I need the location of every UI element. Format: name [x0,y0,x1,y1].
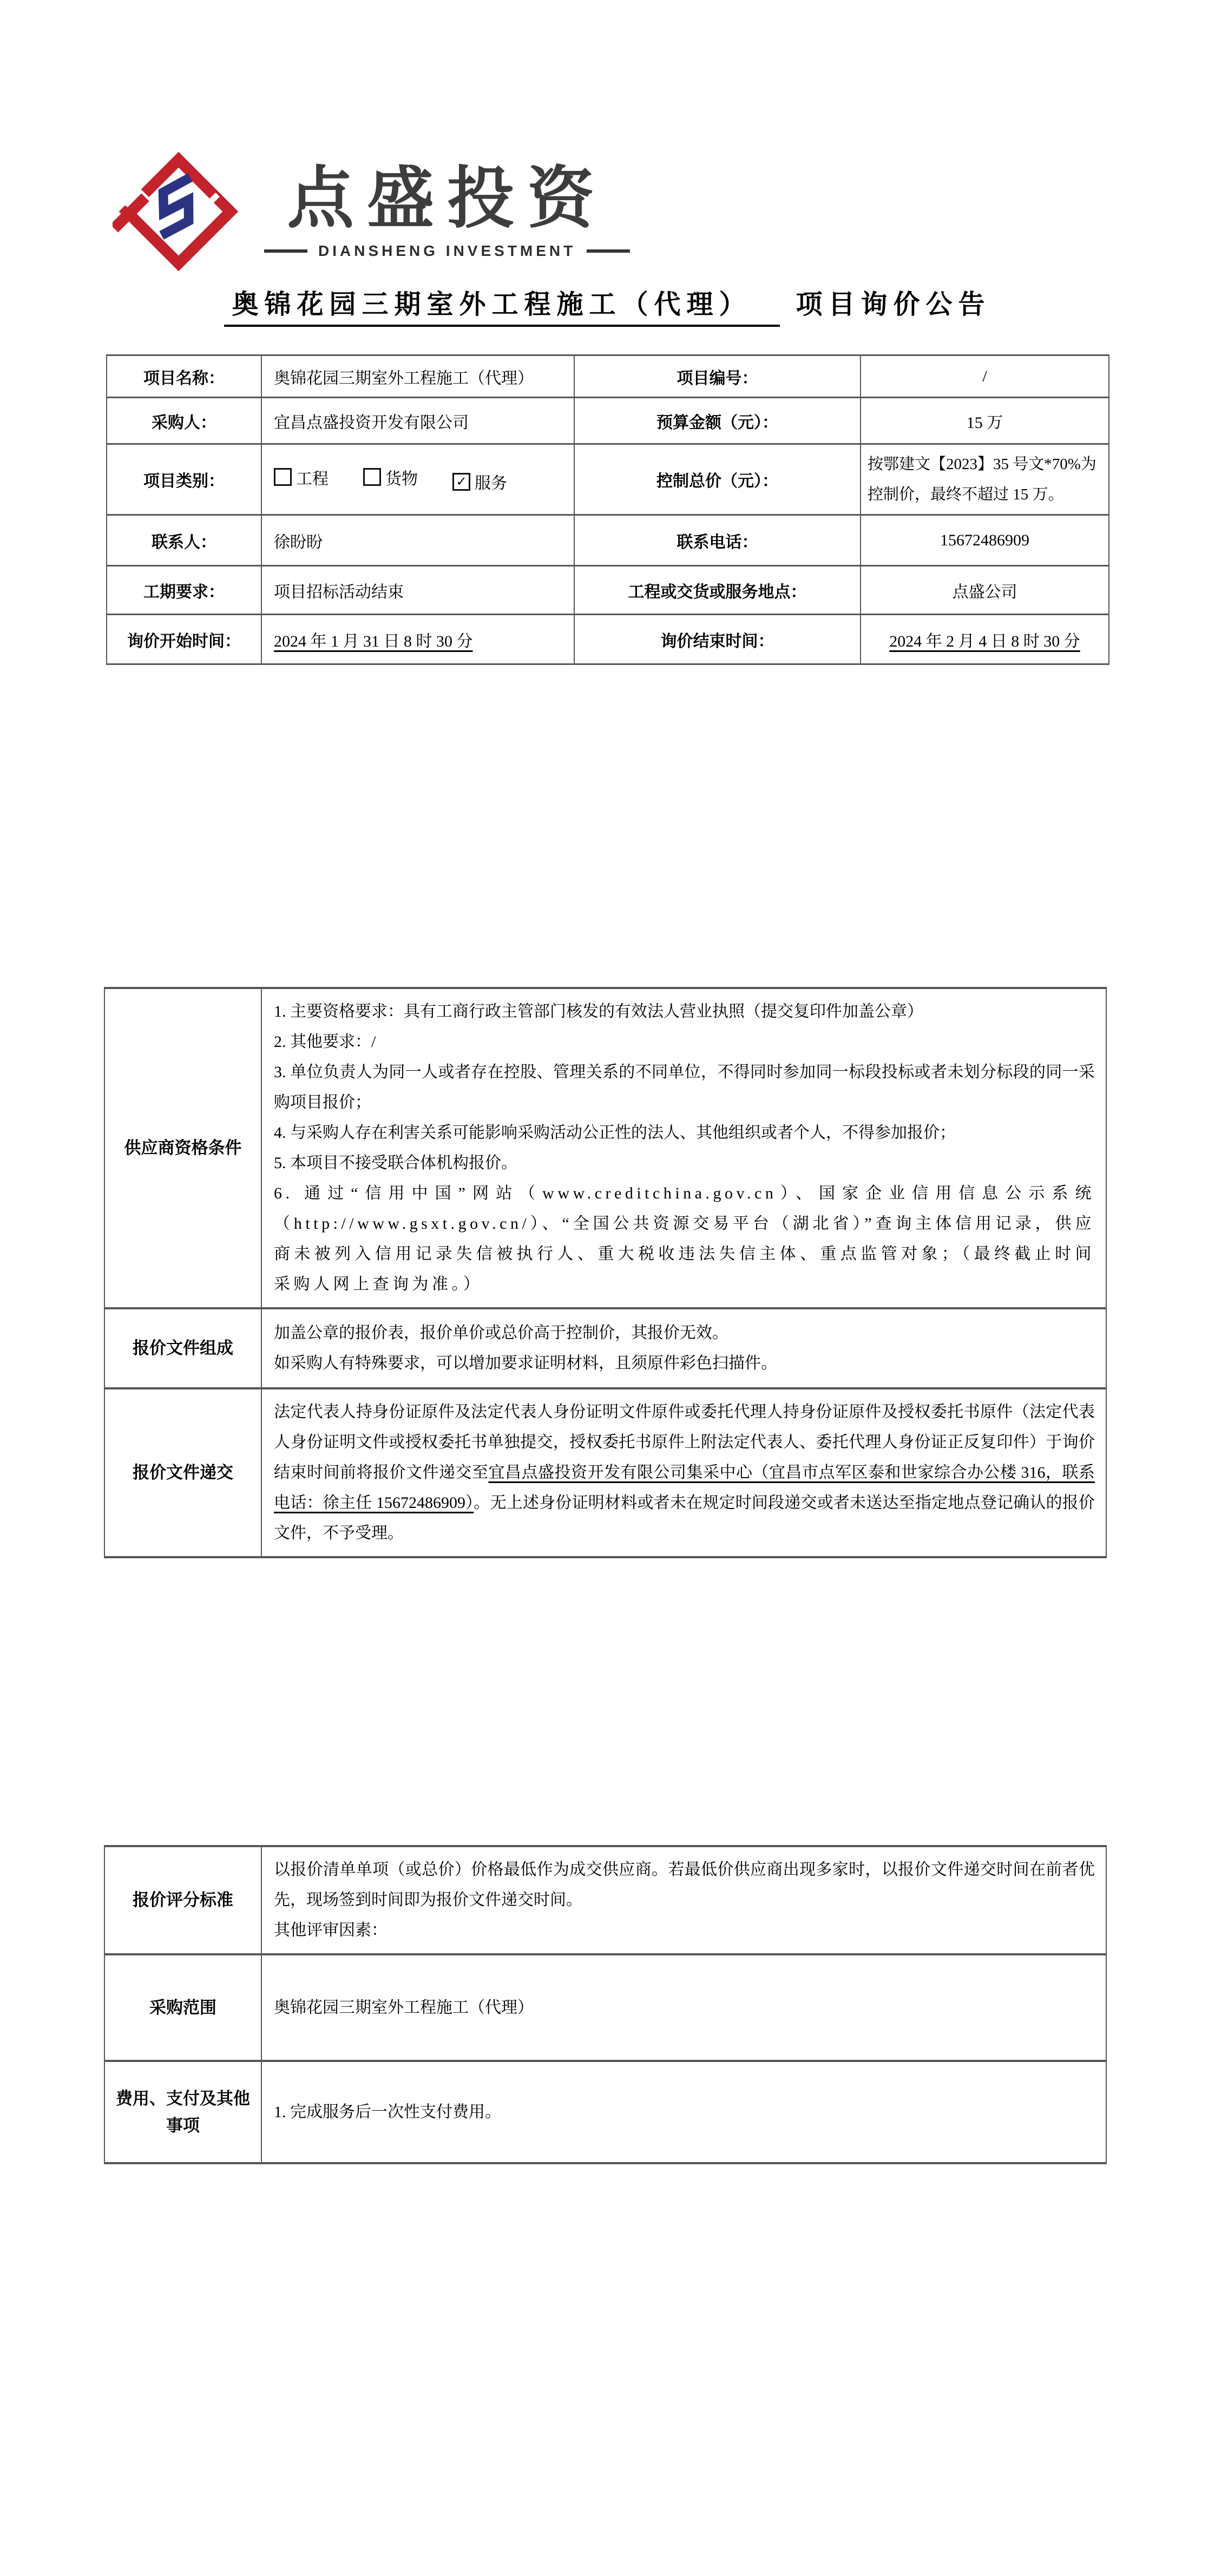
inquiry-end-value: 2024 年 2 月 4 日 8 时 30 分 [861,615,1109,664]
table-row [107,444,1109,515]
table-row [107,515,1109,566]
location-value: 点盛公司 [861,566,1109,615]
scope-line: 奥锦花园三期室外工程施工（代理） [274,1998,534,2017]
project-category-label: 项目类别： [107,444,261,515]
project-name-value: 奥锦花园三期室外工程施工（代理） [261,355,574,398]
control-price-label: 控制总价（元）： [574,444,861,515]
project-number-label: 项目编号： [574,355,861,398]
project-name-label: 项目名称： [107,355,261,398]
composition-line: 如采购人有特殊要求，可以增加要求证明材料，且须原件彩色扫描件。 [274,1354,777,1372]
inquiry-start-value: 2024 年 1 月 31 日 8 时 30 分 [261,615,574,664]
contact-phone-label: 联系电话： [574,515,861,566]
procurement-scope-header: 采购范围 [104,1954,261,2061]
schedule-label: 工期要求： [107,566,261,615]
quote-composition-header: 报价文件组成 [104,1308,261,1388]
table-row [104,1846,1106,1954]
page-title-underlined: 奥锦花园三期室外工程施工（代理） [224,289,779,327]
checkbox-icon[interactable] [363,468,381,486]
supplier-qualification-header: 供应商资格条件 [104,988,261,1308]
qualification-item: 1. 主要资格要求：具有工商行政主管部门核发的有效法人营业执照（提交复印件加盖公章） [274,1003,923,1020]
contact-phone-value: 15672486909 [861,515,1109,566]
table-row [107,615,1109,664]
checkbox-label: 工程 [296,470,329,488]
purchaser-label: 采购人： [107,398,261,444]
checkbox-icon[interactable] [274,468,292,486]
inquiry-end-label: 询价结束时间： [574,615,861,664]
qualification-item: 3. 单位负责人为同一人或者存在控股、管理关系的不同单位，不得同时参加同一标段投标或者未划分标段的同一采购项目报价； [274,1063,1095,1111]
contact-person-value: 徐盼盼 [261,515,574,566]
budget-value: 15 万 [861,398,1109,444]
supplier-qualification-content [261,988,1106,1308]
qualification-item: 6. 通过“信用中国”网站（www.creditchina.gov.cn）、国家企业信用信息公示系统（http://www.gsxt.gov.cn/）、“全国公共资源交易平台（湖北省）”查询主体信用记录，供应商未被列入信用记录失信被执行人、重大税收违法失信主体、重点监管对象；（最终截止时间采购人网上查询为准。） [274,1184,1095,1293]
table-row [107,566,1109,615]
checkbox-project-works[interactable] [274,465,329,489]
control-price-value: 按鄂建文【2023】35 号文*70%为控制价，最终不超过 15 万。 [861,444,1109,515]
checkbox-services[interactable] [452,470,507,493]
project-category-value [261,444,574,515]
company-logo [113,147,630,276]
contact-person-label: 联系人： [107,515,261,566]
table-row [104,1954,1106,2061]
table-row [104,1308,1106,1388]
dash-left-icon [264,249,307,253]
fees-line: 1. 完成服务后一次性支付费用。 [274,2103,501,2121]
delivery-text-1: 法定代表人持身份证原件及法定代表人身份证明文件原件或委托代理人持身份证原件及授权委托书原件（法定代表人身份证明文件或授权委托书单独提交，授权委托书原件上附法定代表人、委托代理人身份证正反复印件）于询价结束时间前将报价文件递交至 [274,1403,1095,1481]
table-row [104,2061,1106,2163]
brand-name-en: DIANSHENG INVESTMENT [318,242,576,260]
inquiry-start-label: 询价开始时间： [107,615,261,664]
fees-payment-content [261,2061,1106,2163]
qualification-item: 2. 其他要求：/ [274,1033,376,1051]
checkbox-label: 服务 [475,475,507,493]
procurement-scope-content [261,1954,1106,2061]
qualification-table [104,987,1107,1558]
location-label: 工程或交货或服务地点： [574,566,861,615]
checkbox-goods[interactable] [363,465,418,489]
table-row [107,398,1109,444]
quote-composition-content [261,1308,1106,1388]
table-row [104,1388,1106,1557]
delivery-text-2: 。无上述身份证明材料或者未在规定时间段递交或者未送达至指定地点登记确认的报价文件，不予受理。 [274,1494,1095,1542]
checkbox-label: 货物 [385,470,418,488]
budget-label: 预算金额（元）： [574,398,861,444]
scoring-standard-header: 报价评分标准 [104,1846,261,1954]
diamond-s-logo-icon [113,147,241,276]
logo-text-block [264,163,630,260]
project-number-value: / [861,355,1109,398]
composition-line: 加盖公章的报价表，报价单价或总价高于控制价，其报价无效。 [274,1324,728,1342]
quote-delivery-content [261,1388,1106,1557]
evaluation-table [104,1845,1107,2164]
delivery-paragraph [274,1397,1095,1549]
scoring-standard-content [261,1846,1106,1954]
table-row [104,988,1106,1308]
project-info-table [106,354,1109,665]
schedule-value: 项目招标活动结束 [261,566,574,615]
quote-delivery-header: 报价文件递交 [104,1388,261,1557]
scoring-line: 其他评审因素： [274,1921,388,1939]
table-row [107,355,1109,398]
brand-name-en-row [264,242,630,260]
brand-name-cn: 点盛投资 [287,161,608,236]
qualification-item: 5. 本项目不接受联合体机构报价。 [274,1154,517,1172]
qualification-item: 4. 与采购人存在利害关系可能影响采购活动公正性的法人、其他组织或者个人，不得参加报价； [274,1124,956,1142]
scoring-line: 以报价清单单项（或总价）价格最低作为成交供应商。若最低价供应商出现多家时，以报价文件递交时间在前者优先，现场签到时间即为报价文件递交时间。 [274,1861,1095,1909]
dash-right-icon [587,249,630,253]
page-title [0,284,1215,321]
purchaser-value: 宜昌点盛投资开发有限公司 [261,398,574,444]
delivery-address-underlined: 宜昌点盛投资开发有限公司集采中心（宜昌市点军区泰和世家综合办公楼 316，联系电话：徐主任 15672486909） [274,1464,1095,1512]
page-title-plain: 项目询价公告 [796,289,991,319]
checkbox-icon[interactable]: ✓ [452,473,470,491]
fees-payment-header: 费用、支付及其他事项 [104,2061,261,2163]
